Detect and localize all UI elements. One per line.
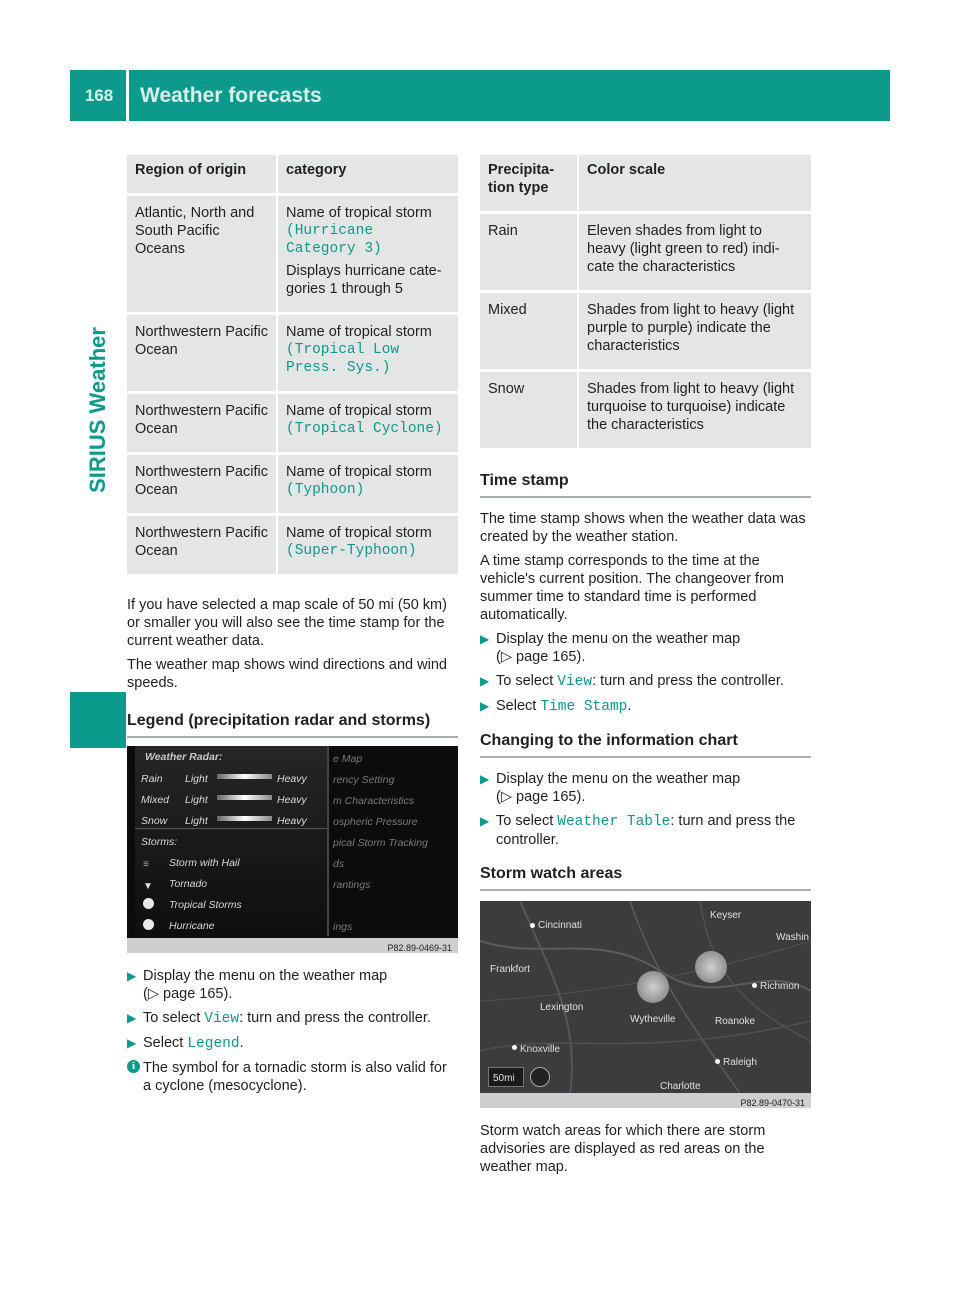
right-column bbox=[480, 155, 811, 1182]
page-reference: (▷ page 165). bbox=[496, 789, 586, 805]
map-label: Charlotte bbox=[660, 1081, 701, 1092]
storm-item: Tropical Storms bbox=[169, 899, 242, 911]
rain-label: Rain bbox=[141, 773, 163, 785]
city-dot bbox=[512, 1045, 517, 1050]
storms-title: Storms: bbox=[141, 836, 178, 848]
arrow-icon: ▶ bbox=[480, 674, 490, 688]
heavy-label: Heavy bbox=[277, 815, 307, 827]
light-label: Light bbox=[185, 794, 208, 806]
instruction-step: ▶ Select Time Stamp. bbox=[480, 698, 632, 715]
heavy-label: Heavy bbox=[277, 773, 307, 785]
map-scale-label: 50mi bbox=[493, 1073, 515, 1084]
precip-type-cell: Rain bbox=[480, 213, 578, 292]
map-label: Raleigh bbox=[723, 1057, 757, 1068]
heavy-label: Heavy bbox=[277, 794, 307, 806]
menu-item: ospheric Pressure bbox=[333, 816, 418, 828]
precipitation-table bbox=[480, 155, 811, 448]
table-row bbox=[127, 393, 458, 454]
map-label: Cincinnati bbox=[538, 920, 582, 931]
precip-type-cell: Snow bbox=[480, 371, 578, 449]
arrow-icon: ▶ bbox=[480, 699, 490, 713]
side-tab-marker bbox=[70, 692, 126, 748]
category-cell bbox=[277, 454, 458, 515]
category-code: (Hurricane Category 3) bbox=[286, 223, 382, 257]
menu-item: ings bbox=[333, 921, 353, 933]
category-name: Name of tropical storm bbox=[286, 403, 432, 419]
arrow-icon: ▶ bbox=[127, 969, 137, 983]
header-divider bbox=[126, 70, 129, 121]
map-label: Lexington bbox=[540, 1002, 584, 1013]
menu-item: m Characteristics bbox=[333, 795, 415, 807]
snow-label: Snow bbox=[141, 815, 168, 827]
map-label: Richmon bbox=[760, 981, 800, 992]
hail-icon: ≡ bbox=[143, 859, 149, 870]
table-row bbox=[127, 314, 458, 393]
category-code: (Tropical Cyclone) bbox=[286, 421, 443, 437]
category-name: Name of tropical storm bbox=[286, 324, 432, 340]
hurricane-icon bbox=[143, 919, 154, 930]
page-reference: (▷ page 165). bbox=[496, 649, 586, 665]
mixed-scale-bar bbox=[217, 795, 272, 800]
instruction-step: ▶ Select Legend. bbox=[127, 1035, 244, 1052]
body-paragraph: The weather map shows wind directions and wind speeds. bbox=[127, 657, 447, 691]
body-paragraph: The time stamp shows when the weather data was created by the weather station. bbox=[480, 511, 806, 545]
legend-screenshot bbox=[127, 746, 458, 953]
city-dot bbox=[530, 923, 535, 928]
section-heading-information-chart: Changing to the information chart bbox=[480, 732, 811, 758]
category-extra: Displays hurricane cate-gories 1 through 5 bbox=[286, 263, 442, 297]
storm-item: Storm with Hail bbox=[169, 857, 240, 869]
storms-divider bbox=[135, 828, 327, 829]
page-title: Weather forecasts bbox=[140, 84, 322, 107]
body-paragraph: Storm watch areas for which there are storm advisories are displayed as red areas on the weather map. bbox=[480, 1123, 766, 1175]
figure-caption: P82.89-0470-31 bbox=[740, 1098, 805, 1108]
body-paragraph: A time stamp corresponds to the time at the vehicle's current position. The changeover from summer time to standard time is performed automatically. bbox=[480, 553, 784, 623]
menu-item: rency Setting bbox=[333, 774, 395, 786]
table-header: category bbox=[277, 155, 458, 195]
menu-item-code: Weather Table bbox=[557, 814, 671, 830]
category-cell bbox=[277, 393, 458, 454]
arrow-icon: ▶ bbox=[127, 1011, 137, 1025]
page-number: 168 bbox=[84, 86, 114, 105]
light-label: Light bbox=[185, 773, 208, 785]
menu-item-code: View bbox=[557, 674, 593, 690]
instruction-step: ▶ Display the menu on the weather map (▷ page 165). bbox=[480, 771, 741, 805]
color-scale-cell: Eleven shades from light to heavy (light green to red) indi-cate the characteristics bbox=[578, 213, 811, 292]
storm-map-screenshot bbox=[480, 901, 811, 1108]
light-label: Light bbox=[185, 815, 208, 827]
map-label: Keyser bbox=[710, 910, 742, 921]
storm-marker-icon bbox=[695, 951, 727, 983]
mixed-label: Mixed bbox=[141, 794, 170, 806]
rain-scale-bar bbox=[217, 774, 272, 779]
region-cell: Northwestern Pacific Ocean bbox=[127, 393, 277, 454]
region-cell: Atlantic, North and South Pacific Oceans bbox=[127, 195, 277, 314]
arrow-icon: ▶ bbox=[480, 814, 490, 828]
figure-caption-bar bbox=[127, 938, 458, 953]
region-cell: Northwestern Pacific Ocean bbox=[127, 515, 277, 575]
category-cell bbox=[277, 195, 458, 314]
storm-item: Tornado bbox=[169, 878, 208, 890]
map-label: Knoxville bbox=[520, 1044, 561, 1055]
table-row bbox=[127, 515, 458, 575]
snow-scale-bar bbox=[217, 816, 272, 821]
storm-category-table bbox=[127, 155, 458, 574]
city-dot bbox=[715, 1059, 720, 1064]
precip-type-cell: Mixed bbox=[480, 292, 578, 371]
arrow-icon: ▶ bbox=[127, 1036, 137, 1050]
page-reference: (▷ page 165). bbox=[143, 986, 233, 1002]
figure-caption: P82.89-0469-31 bbox=[387, 943, 452, 953]
tornado-icon: ▼ bbox=[143, 881, 153, 892]
side-tab-label: SIRIUS Weather bbox=[85, 327, 110, 493]
instruction-step: ▶ Display the menu on the weather map (▷ page 165). bbox=[127, 968, 388, 1002]
table-row bbox=[127, 454, 458, 515]
menu-item-code: View bbox=[204, 1011, 240, 1027]
category-name: Name of tropical storm bbox=[286, 525, 432, 541]
map-label: Frankfort bbox=[490, 964, 531, 975]
category-name: Name of tropical storm bbox=[286, 464, 432, 480]
table-row bbox=[480, 213, 811, 292]
map-label: Roanoke bbox=[715, 1016, 756, 1027]
left-column bbox=[127, 155, 458, 1095]
table-row bbox=[480, 292, 811, 371]
table-header: Precipita-tion type bbox=[480, 155, 578, 213]
table-header: Color scale bbox=[578, 155, 811, 213]
map-label: Wytheville bbox=[630, 1014, 676, 1025]
menu-item: pical Storm Tracking bbox=[333, 837, 428, 849]
section-heading-time-stamp: Time stamp bbox=[480, 472, 811, 498]
category-cell bbox=[277, 515, 458, 575]
instruction-step: ▶ To select Weather Table: turn and press the controller. bbox=[480, 813, 796, 848]
region-cell: Northwestern Pacific Ocean bbox=[127, 454, 277, 515]
radar-title: Weather Radar: bbox=[145, 751, 223, 763]
scale-box bbox=[488, 1067, 524, 1087]
menu-item: ds bbox=[333, 858, 345, 870]
arrow-icon: ▶ bbox=[480, 772, 490, 786]
menu-divider bbox=[327, 746, 329, 936]
menu-item: e Map bbox=[333, 753, 363, 765]
region-cell: Northwestern Pacific Ocean bbox=[127, 314, 277, 393]
info-note: i The symbol for a tornadic storm is also valid for a cyclone (mesocyclone). bbox=[127, 1059, 458, 1095]
map-label: Washin bbox=[776, 932, 809, 943]
menu-item-code: Time Stamp bbox=[540, 699, 628, 715]
figure-caption-bar bbox=[480, 1093, 811, 1108]
section-heading-legend: Legend (precipitation radar and storms) bbox=[127, 712, 458, 738]
section-heading-storm-watch: Storm watch areas bbox=[480, 865, 811, 891]
compass-icon bbox=[530, 1067, 550, 1087]
arrow-icon: ▶ bbox=[480, 632, 490, 646]
table-row bbox=[127, 195, 458, 314]
body-paragraph: If you have selected a map scale of 50 mi (50 km) or smaller you will also see the time stamp for the current weather data. bbox=[127, 597, 447, 649]
instruction-step: ▶ To select View: turn and press the controller. bbox=[127, 1010, 431, 1027]
menu-item: rantings bbox=[333, 879, 371, 891]
table-header: Region of origin bbox=[127, 155, 277, 195]
category-code: (Typhoon) bbox=[286, 482, 365, 498]
storm-item: Hurricane bbox=[169, 920, 215, 932]
city-dot bbox=[752, 983, 757, 988]
color-scale-cell: Shades from light to heavy (light turquoise to turquoise) indicate the characteristics bbox=[578, 371, 811, 449]
category-code: (Tropical Low Press. Sys.) bbox=[286, 342, 400, 376]
instruction-step: ▶ Display the menu on the weather map (▷ page 165). bbox=[480, 631, 741, 665]
category-cell bbox=[277, 314, 458, 393]
table-row bbox=[480, 371, 811, 449]
info-icon: i bbox=[127, 1060, 140, 1073]
category-code: (Super-Typhoon) bbox=[286, 543, 417, 559]
category-name: Name of tropical storm bbox=[286, 205, 432, 221]
storm-marker-icon bbox=[637, 971, 669, 1003]
color-scale-cell: Shades from light to heavy (light purple to purple) indicate the characteristics bbox=[578, 292, 811, 371]
tropical-storm-icon bbox=[143, 898, 154, 909]
instruction-step: ▶ To select View: turn and press the controller. bbox=[480, 673, 784, 690]
menu-item-code: Legend bbox=[187, 1036, 240, 1052]
